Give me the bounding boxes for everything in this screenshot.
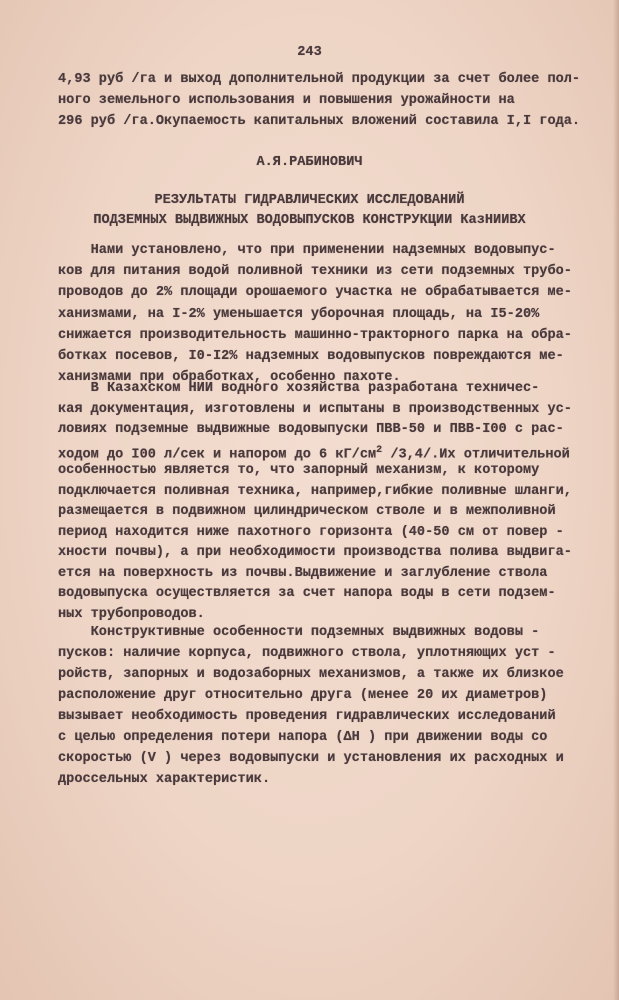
line-text: размещается в подвижном цилиндрическом стволе и в межполивной [58,504,556,519]
line-text: снижается производительность машинно-тракторного парка на обра- [58,327,572,343]
line-text: особенностью является то, что запорный механизм, к которому [58,463,540,478]
line-text: 4,93 руб /га и выход дополнительной продукции за счет более пол- [58,72,581,87]
text-line [58,443,570,464]
text-line [58,646,556,662]
title-line-1: РЕЗУЛЬТАТЫ ГИДРАВЛИЧЕСКИХ ИССЛЕДОВАНИЙ [154,193,465,208]
text-line [58,688,547,704]
line-text: подключается поливная техника, например,гибкие поливные шланги, [58,483,572,499]
line-text: ханизмами при обработках, особенно пахоте. [58,370,401,386]
superscript: 2 [376,444,383,456]
text-line [58,72,580,88]
text-line [58,566,547,582]
page-number: 243 [297,45,322,60]
line-text: Нами установлено, что при применении надземных водовыпус- [58,243,556,258]
text-line [58,285,572,301]
line-text: ется на поверхность из почвы.Выдвижение и заглубление ствола [58,565,548,581]
line-text: ков для питания водой поливной техники из сети подземных трубо- [58,264,572,280]
text-line [58,328,572,344]
line-text: ного земельного использования и повышения урожайности на [58,93,515,108]
line-text: дроссельных характеристик. [58,772,271,787]
text-line [58,607,205,623]
line-text-tail: /3,4/.Их отличительной [382,447,570,463]
line-text: водовыпуска осуществляется за счет напора воды в сети подзем- [58,586,556,601]
text-line [58,730,547,746]
text-line [58,504,556,520]
text-line [58,243,556,259]
line-text: период находится ниже пахотного горизонта (40-50 см от повер - [58,524,564,540]
line-text: хности почвы), а при необходимости производства полива выдвига- [58,545,572,560]
title-line-2: ПОДЗЕМНЫХ ВЫДВИЖНЫХ ВОДОВЫПУСКОВ КОНСТРУКЦИИ КазНИИВХ [93,213,526,228]
line-text: пусков: наличие корпуса, подвижного ствола, уплотняющих уст - [58,646,556,661]
text-line [58,525,564,541]
line-text: Конструктивные особенности подземных выдвижных водовы - [58,625,540,640]
text-line [58,264,572,280]
line-text: ройств, запорных и водозаборных механизмов, а также их близкое [58,667,564,682]
line-text: 296 руб /га.Окупаемость капитальных вложений составила I,I года. [58,114,581,129]
text-line [58,667,564,683]
text-line [58,381,539,397]
text-line [58,114,580,130]
line-text: ных трубопроводов. [58,606,205,622]
line-text: расположение друг относительно друга (менее 20 их диаметров) [58,688,548,703]
text-line [58,625,539,641]
text-line [58,422,564,438]
line-text: проводов до 2% площади орошаемого участка не обрабатывается ме- [58,285,572,301]
page-edge-shadow [613,0,619,1000]
text-line [58,307,539,323]
line-text: кая документация, изготовлены и испытаны в производственных ус- [58,401,572,417]
text-line [58,751,564,767]
line-text: вызывает необходимость проведения гидравлических исследований [58,709,556,724]
text-line [58,349,564,365]
line-text: В Казахском НИИ водного хозяйства разработана техничес- [58,381,540,396]
line-text: с целью определения потери напора (ΔН ) при движении воды со [58,730,548,745]
text-line [58,545,572,561]
line-text: ботках посевов, I0-I2% надземных водовыпусков повреждаются ме- [58,349,564,364]
line-text: ходом до I00 л/сек и напором до 6 кГ/см [58,447,377,463]
text-line [58,463,539,479]
text-line [58,772,270,788]
text-line [58,484,572,500]
text-line [58,402,572,418]
text-line [58,709,556,725]
text-line [58,586,556,602]
line-text: ханизмами, на I-2% уменьшается уборочная площадь, на I5-20% [58,306,540,322]
author: А.Я.РАБИНОВИЧ [256,155,363,170]
text-line [58,93,515,109]
line-text: ловиях подземные выдвижные водовыпуски ПВВ-50 и ПВВ-I00 с рас- [58,422,564,437]
line-text: скоростью (V ) через водовыпуски и установления их расходных и [58,751,564,766]
